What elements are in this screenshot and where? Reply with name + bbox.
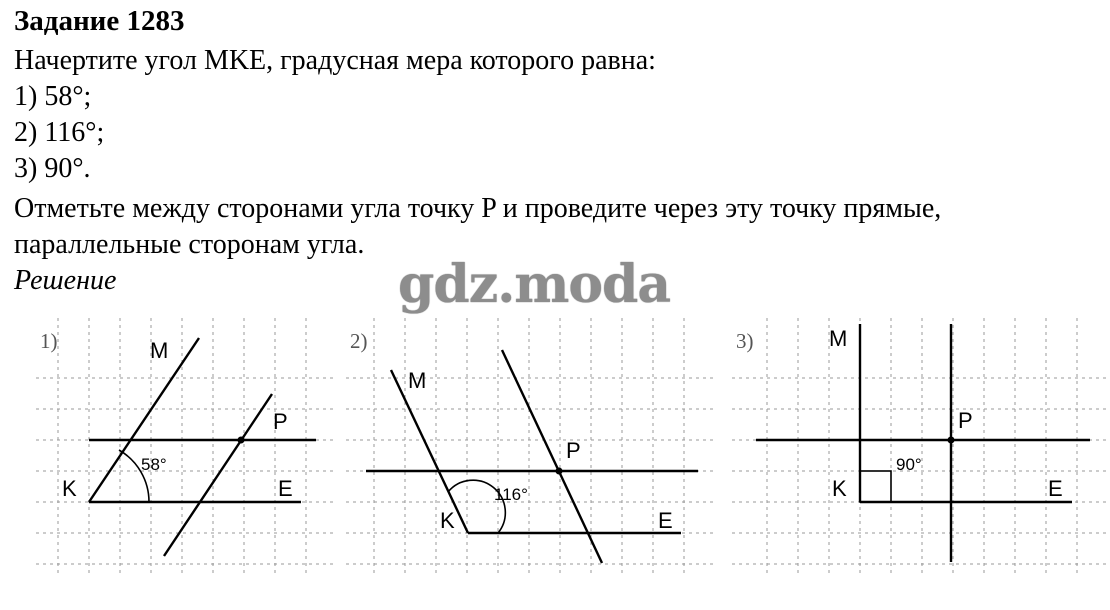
task-statement: Начертите угол MKE, градусная мера которого равна: [14, 45, 656, 76]
point-p [556, 468, 563, 475]
point-p [238, 437, 245, 444]
label-m: M [829, 326, 848, 351]
label-k: K [62, 476, 77, 501]
label-p: P [566, 438, 581, 463]
figure-2-grid [346, 318, 716, 576]
watermark: gdz.moda [398, 254, 671, 315]
task-item-3: 3) 90°. [14, 153, 91, 184]
figure-2-number: 2) [350, 329, 368, 353]
figure-2-angle-116 [346, 318, 716, 578]
figure-3-angle-90 [732, 318, 1106, 578]
label-e: E [278, 476, 293, 501]
solution-label: Решение [14, 265, 117, 296]
task-instruction-line-1: Отметьте между сторонами угла точку P и проведите через эту точку прямые, [14, 193, 942, 224]
parallel-to-km-through-p [164, 394, 272, 556]
label-m: M [408, 368, 427, 393]
label-e: E [658, 508, 673, 533]
point-p [948, 437, 955, 444]
angle-label: 58° [141, 455, 167, 474]
task-item-1: 1) 58°; [14, 81, 92, 112]
figure-1-angle-58 [36, 318, 336, 578]
right-angle-mark [860, 471, 891, 502]
label-m: M [150, 338, 169, 363]
task-item-2: 2) 116°; [14, 117, 105, 148]
task-instruction-line-2: параллельные сторонам угла. [14, 229, 365, 260]
label-e: E [1048, 476, 1063, 501]
label-k: K [832, 476, 847, 501]
task-title: Задание 1283 [14, 5, 185, 37]
label-p: P [273, 409, 288, 434]
label-p: P [958, 408, 973, 433]
figure-1-number: 1) [40, 329, 58, 353]
ray-km [391, 370, 468, 533]
label-k: K [440, 508, 455, 533]
parallel-to-km-through-p [502, 350, 602, 563]
angle-label: 116° [494, 485, 528, 504]
figure-3-number: 3) [736, 329, 754, 353]
angle-label: 90° [896, 455, 922, 474]
figure-3-grid [732, 318, 1106, 576]
